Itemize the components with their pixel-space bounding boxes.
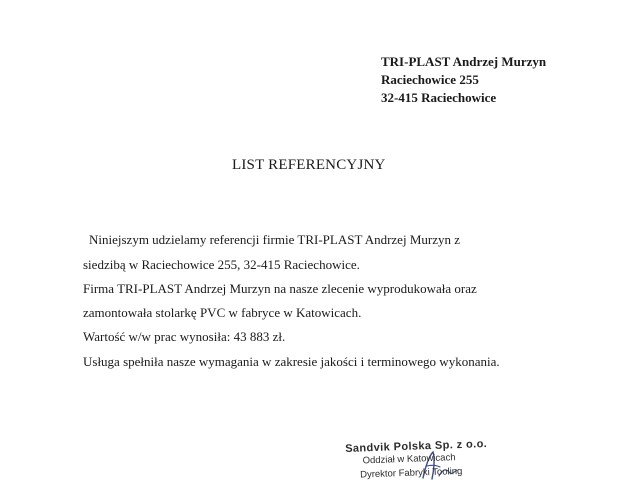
recipient-address — [381, 53, 546, 107]
stamp-role: Dyrektor Fabryki Tooling — [359, 465, 463, 480]
recipient-name: TRI-PLAST Andrzej Murzyn — [381, 54, 547, 69]
company-stamp — [345, 438, 488, 480]
body-line: Wartość w/w prac wynosiła: 43 883 zł. — [83, 329, 286, 344]
body-line: Usługa spełniła nasze wymagania w zakresie jakości i terminowego wykonania. — [83, 354, 500, 369]
body-line: Firma TRI-PLAST Andrzej Murzyn na nasze zlecenie wyprodukowała oraz — [83, 281, 477, 296]
body-line: siedzibą w Raciechowice 255, 32-415 Raciechowice. — [83, 257, 360, 272]
stamp-branch: Oddział w Katowicach — [362, 452, 456, 467]
stamp-company: Sandvik Polska Sp. z o.o. — [345, 438, 488, 455]
recipient-postal-city: 32-415 Raciechowice — [381, 90, 497, 105]
recipient-street: Raciechowice 255 — [381, 72, 479, 87]
letter-title: LIST REFERENCYJNY — [232, 157, 386, 173]
body-line: zamontowała stolarkę PVC w fabryce w Katowicach. — [83, 305, 362, 320]
body-line: Niniejszym udzielamy referencji firmie TRI-PLAST Andrzej Murzyn z — [89, 232, 460, 247]
